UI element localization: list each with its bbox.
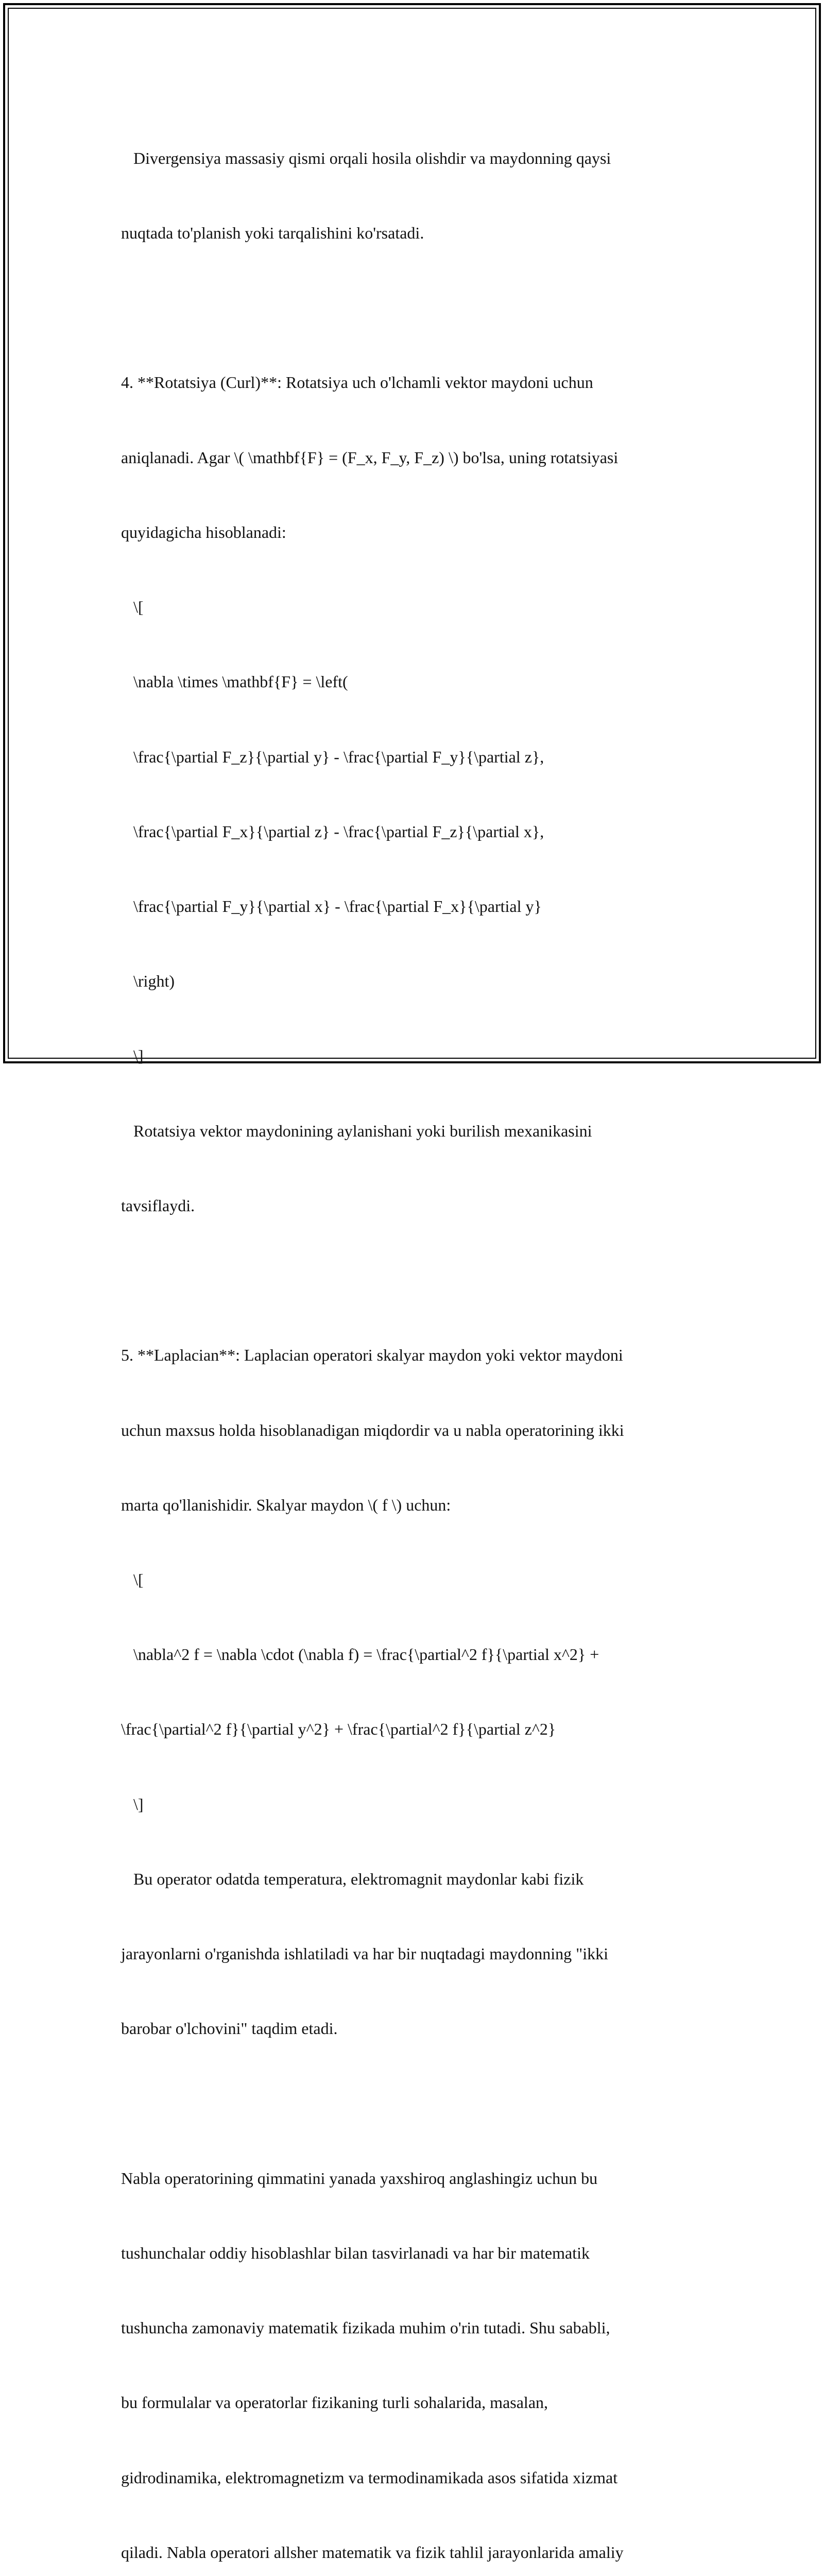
- text-line: jarayonlarni o'rganishda ishlatiladi va har bir nuqtadagi maydonning "ikki: [121, 1944, 609, 1963]
- text-line: bu formulalar va operatorlar fizikaning turli sohalarida, masalan,: [121, 2393, 548, 2412]
- formula-line: \frac{\partial F_z}{\partial y} - \frac{\partial F_y}{\partial z},: [121, 747, 544, 766]
- text-line: barobar o'lchovini" taqdim etadi.: [121, 2019, 338, 2038]
- text-line: tushunchalar oddiy hisoblashlar bilan tasvirlanadi va har bir matematik: [121, 2243, 590, 2262]
- text-line: tushuncha zamonaviy matematik fizikada muhim o'rin tutadi. Shu sababli,: [121, 2318, 610, 2337]
- text-line: Rotatsiya vektor maydonining aylanishani yoki burilish mexanikasini: [121, 1121, 592, 1140]
- text-line: quyidagicha hisoblanadi:: [121, 522, 286, 541]
- formula-line: \]: [121, 1794, 144, 1814]
- formula-line: \frac{\partial^2 f}{\partial y^2} + \frac{\partial^2 f}{\partial z^2}: [121, 1720, 556, 1739]
- text-line: 4. **Rotatsiya (Curl)**: Rotatsiya uch o'lchamli vektor maydoni uchun: [121, 373, 593, 392]
- text-line: qiladi. Nabla operatori allsher matematik va fizik tahlil jarayonlarida amaliy: [121, 2543, 624, 2562]
- text-line: gidrodinamika, elektromagnetizm va termodinamikada asos sifatida xizmat: [121, 2468, 618, 2487]
- formula-line: \nabla \times \mathbf{F} = \left(: [121, 672, 348, 691]
- blank-line: [121, 2091, 703, 2115]
- formula-line: \frac{\partial F_y}{\partial x} - \frac{\partial F_x}{\partial y}: [121, 896, 542, 916]
- text-line: Nabla operatorining qimmatini yanada yaxshiroq anglashingiz uchun bu: [121, 2168, 598, 2188]
- text-line: nuqtada to'planish yoki tarqalishini ko'rsatadi.: [121, 224, 424, 243]
- document-body: [121, 96, 703, 2576]
- formula-line: \[: [121, 598, 144, 617]
- text-line: aniqlanadi. Agar \( \mathbf{F} = (F_x, F_y, F_z) \) bo'lsa, uning rotatsiyasi: [121, 448, 619, 467]
- formula-line: \nabla^2 f = \nabla \cdot (\nabla f) = \frac{\partial^2 f}{\partial x^2} +: [121, 1645, 599, 1664]
- text-line: uchun maxsus holda hisoblanadigan miqdordir va u nabla operatorining ikki: [121, 1420, 624, 1439]
- text-line: Divergensiya massasiy qismi orqali hosila olishdir va maydonning qaysi: [121, 148, 611, 167]
- text-line: marta qo'llanishidir. Skalyar maydon \( f \) uchun:: [121, 1495, 451, 1514]
- formula-line: \[: [121, 1570, 144, 1589]
- formula-line: \]: [121, 1046, 144, 1065]
- text-line: Bu operator odatda temperatura, elektromagnit maydonlar kabi fizik: [121, 1869, 584, 1888]
- blank-line: [121, 295, 703, 320]
- formula-line: \right): [121, 972, 175, 991]
- text-line: tavsiflaydi.: [121, 1196, 195, 1215]
- blank-line: [121, 1268, 703, 1293]
- formula-line: \frac{\partial F_x}{\partial z} - \frac{\partial F_z}{\partial x},: [121, 822, 544, 841]
- text-line: 5. **Laplacian**: Laplacian operatori skalyar maydon yoki vektor maydoni: [121, 1346, 623, 1365]
